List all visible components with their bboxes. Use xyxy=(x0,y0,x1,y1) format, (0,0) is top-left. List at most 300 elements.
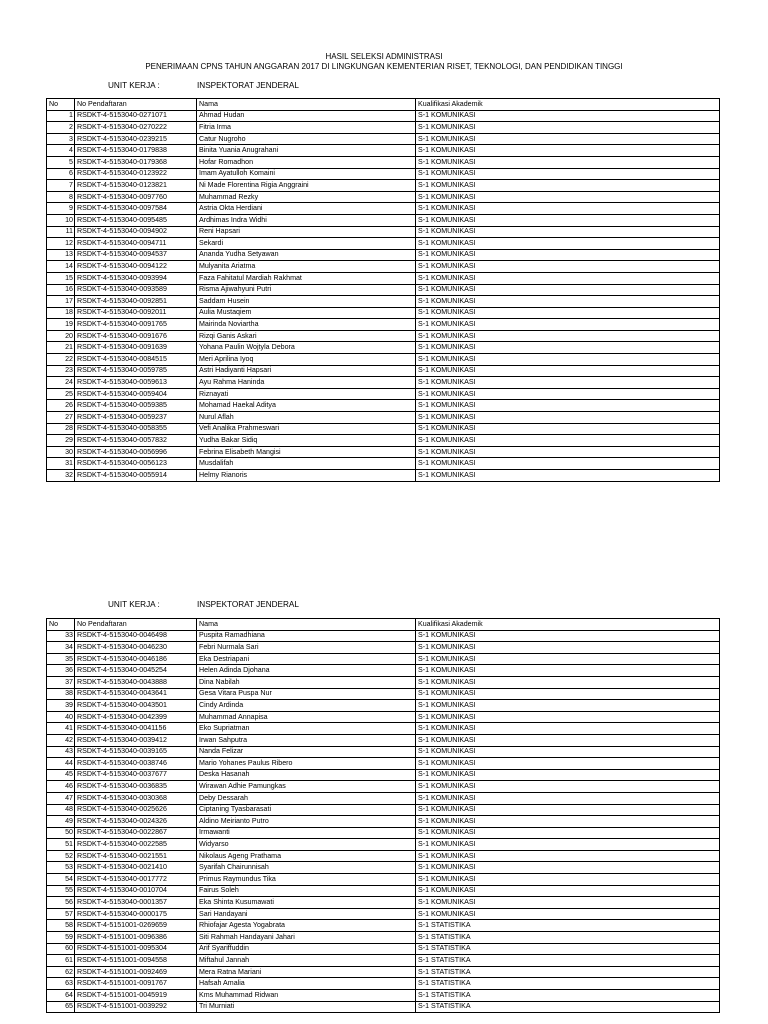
cell-no: 57 xyxy=(47,908,75,920)
cell-name: Binita Yuania Anugrahani xyxy=(197,145,416,157)
table-row xyxy=(47,156,720,168)
cell-name: Reni Hapsari xyxy=(197,226,416,238)
cell-no: 31 xyxy=(47,458,75,470)
cell-no: 43 xyxy=(47,746,75,758)
cell-name: Ciptaning Tyasbarasati xyxy=(197,804,416,816)
cell-registration-number: RSDKT-4-5153040-0041156 xyxy=(75,723,197,735)
cell-registration-number: RSDKT-4-5153040-0097584 xyxy=(75,203,197,215)
cell-registration-number: RSDKT-4-5151001-0092469 xyxy=(75,966,197,978)
cell-name: Faza Fahitatul Mardiah Rakhmat xyxy=(197,272,416,284)
cell-registration-number: RSDKT-4-5153040-0036835 xyxy=(75,781,197,793)
cell-registration-number: RSDKT-4-5151001-0045919 xyxy=(75,990,197,1002)
cell-no: 59 xyxy=(47,932,75,944)
table-row xyxy=(47,700,720,712)
cell-qualification: S-1 KOMUNIKASI xyxy=(416,781,720,793)
table-row xyxy=(47,816,720,828)
table-row xyxy=(47,804,720,816)
cell-registration-number: RSDKT-4-5153040-0017772 xyxy=(75,874,197,886)
cell-qualification: S-1 KOMUNIKASI xyxy=(416,700,720,712)
cell-no: 24 xyxy=(47,377,75,389)
cell-no: 45 xyxy=(47,769,75,781)
cell-registration-number: RSDKT-4-5153040-0092011 xyxy=(75,307,197,319)
cell-no: 30 xyxy=(47,446,75,458)
cell-qualification: S-1 KOMUNIKASI xyxy=(416,238,720,250)
table-row xyxy=(47,284,720,296)
cell-no: 27 xyxy=(47,412,75,424)
cell-qualification: S-1 KOMUNIKASI xyxy=(416,665,720,677)
cell-name: Yudha Bakar Sidiq xyxy=(197,435,416,447)
cell-qualification: S-1 STATISTIKA xyxy=(416,1001,720,1013)
cell-no: 36 xyxy=(47,665,75,677)
cell-registration-number: RSDKT-4-5153040-0045254 xyxy=(75,665,197,677)
cell-qualification: S-1 KOMUNIKASI xyxy=(416,862,720,874)
cell-name: Kms Muhammad Ridwan xyxy=(197,990,416,1002)
table-row xyxy=(47,365,720,377)
cell-qualification: S-1 KOMUNIKASI xyxy=(416,630,720,642)
cell-registration-number: RSDKT-4-5153040-0042399 xyxy=(75,711,197,723)
table-row xyxy=(47,435,720,447)
cell-no: 16 xyxy=(47,284,75,296)
cell-qualification: S-1 KOMUNIKASI xyxy=(416,804,720,816)
col-header-qualification: Kualifikasi Akademik xyxy=(416,619,720,631)
cell-name: Vefi Analika Prahmeswari xyxy=(197,423,416,435)
cell-name: Musdalifah xyxy=(197,458,416,470)
col-header-qualification: Kualifikasi Akademik xyxy=(416,99,720,111)
table-row xyxy=(47,943,720,955)
cell-qualification: S-1 KOMUNIKASI xyxy=(416,226,720,238)
cell-registration-number: RSDKT-4-5153040-0097760 xyxy=(75,191,197,203)
document-subtitle: PENERIMAAN CPNS TAHUN ANGGARAN 2017 DI LINGKUNGAN KEMENTERIAN RISET, TEKNOLOGI, DAN PENDIDIKAN TINGGI xyxy=(145,62,623,71)
cell-registration-number: RSDKT-4-5151001-0095304 xyxy=(75,943,197,955)
cell-registration-number: RSDKT-4-5153040-0239215 xyxy=(75,133,197,145)
table-row xyxy=(47,769,720,781)
table-row xyxy=(47,470,720,482)
cell-no: 52 xyxy=(47,850,75,862)
cell-registration-number: RSDKT-4-5153040-0056996 xyxy=(75,446,197,458)
cell-no: 38 xyxy=(47,688,75,700)
table-row xyxy=(47,955,720,967)
cell-registration-number: RSDKT-4-5153040-0094711 xyxy=(75,238,197,250)
cell-no: 26 xyxy=(47,400,75,412)
cell-no: 29 xyxy=(47,435,75,447)
cell-qualification: S-1 KOMUNIKASI xyxy=(416,284,720,296)
table-row xyxy=(47,191,720,203)
cell-registration-number: RSDKT-4-5153040-0043641 xyxy=(75,688,197,700)
cell-name: Muhammad Rezky xyxy=(197,191,416,203)
col-header-no: No xyxy=(47,619,75,631)
cell-registration-number: RSDKT-4-5153040-0271071 xyxy=(75,110,197,122)
table-row xyxy=(47,966,720,978)
cell-registration-number: RSDKT-4-5153040-0030368 xyxy=(75,792,197,804)
cell-qualification: S-1 KOMUNIKASI xyxy=(416,792,720,804)
table-row xyxy=(47,122,720,134)
table-row xyxy=(47,330,720,342)
table-row xyxy=(47,711,720,723)
table-row xyxy=(47,272,720,284)
col-header-name: Nama xyxy=(197,619,416,631)
cell-qualification: S-1 KOMUNIKASI xyxy=(416,388,720,400)
cell-qualification: S-1 STATISTIKA xyxy=(416,978,720,990)
cell-no: 10 xyxy=(47,214,75,226)
cell-qualification: S-1 STATISTIKA xyxy=(416,932,720,944)
table-row xyxy=(47,1001,720,1013)
table-row xyxy=(47,653,720,665)
cell-qualification: S-1 KOMUNIKASI xyxy=(416,653,720,665)
cell-name: Meri Aprilina Iyoq xyxy=(197,354,416,366)
cell-registration-number: RSDKT-4-5153040-0059613 xyxy=(75,377,197,389)
cell-qualification: S-1 KOMUNIKASI xyxy=(416,850,720,862)
table-row xyxy=(47,458,720,470)
table-row xyxy=(47,249,720,261)
cell-name: Risma Ajiwahyuni Putri xyxy=(197,284,416,296)
cell-name: Siti Rahmah Handayani Jahari xyxy=(197,932,416,944)
unit-kerja-value: INSPEKTORAT JENDERAL xyxy=(197,81,299,90)
cell-qualification: S-1 KOMUNIKASI xyxy=(416,874,720,886)
cell-registration-number: RSDKT-4-5153040-0001357 xyxy=(75,897,197,909)
unit-kerja-label: UNIT KERJA : xyxy=(108,600,160,609)
cell-registration-number: RSDKT-4-5153040-0024326 xyxy=(75,816,197,828)
table-row xyxy=(47,133,720,145)
cell-name: Rhiofajar Agesta Yogabrata xyxy=(197,920,416,932)
cell-registration-number: RSDKT-4-5153040-0084515 xyxy=(75,354,197,366)
table-row xyxy=(47,446,720,458)
table-row xyxy=(47,319,720,331)
cell-no: 20 xyxy=(47,330,75,342)
cell-qualification: S-1 KOMUNIKASI xyxy=(416,711,720,723)
cell-registration-number: RSDKT-4-5153040-0095485 xyxy=(75,214,197,226)
table-row xyxy=(47,307,720,319)
table-row xyxy=(47,885,720,897)
cell-no: 44 xyxy=(47,758,75,770)
cell-no: 46 xyxy=(47,781,75,793)
cell-qualification: S-1 KOMUNIKASI xyxy=(416,191,720,203)
cell-name: Fairus Soleh xyxy=(197,885,416,897)
cell-no: 23 xyxy=(47,365,75,377)
cell-qualification: S-1 KOMUNIKASI xyxy=(416,168,720,180)
table-row xyxy=(47,642,720,654)
cell-name: Ayu Rahma Haninda xyxy=(197,377,416,389)
cell-name: Ni Made Florentina Rigia Anggraini xyxy=(197,180,416,192)
cell-registration-number: RSDKT-4-5153040-0059785 xyxy=(75,365,197,377)
applicant-table-1 xyxy=(46,98,720,482)
cell-name: Aulia Mustaqiem xyxy=(197,307,416,319)
cell-no: 41 xyxy=(47,723,75,735)
cell-no: 14 xyxy=(47,261,75,273)
cell-qualification: S-1 KOMUNIKASI xyxy=(416,827,720,839)
table-row xyxy=(47,990,720,1002)
cell-name: Helmy Rianoris xyxy=(197,470,416,482)
cell-no: 13 xyxy=(47,249,75,261)
cell-registration-number: RSDKT-4-5153040-0039165 xyxy=(75,746,197,758)
cell-qualification: S-1 KOMUNIKASI xyxy=(416,769,720,781)
col-header-registration: No Pendaftaran xyxy=(75,99,197,111)
cell-name: Irmawanti xyxy=(197,827,416,839)
cell-no: 34 xyxy=(47,642,75,654)
cell-registration-number: RSDKT-4-5153040-0039412 xyxy=(75,734,197,746)
cell-registration-number: RSDKT-4-5153040-0123922 xyxy=(75,168,197,180)
cell-no: 35 xyxy=(47,653,75,665)
cell-name: Deska Hasanah xyxy=(197,769,416,781)
cell-registration-number: RSDKT-4-5153040-0025626 xyxy=(75,804,197,816)
cell-name: Ahmad Hudan xyxy=(197,110,416,122)
cell-name: Mulyanita Ariatma xyxy=(197,261,416,273)
cell-qualification: S-1 KOMUNIKASI xyxy=(416,688,720,700)
cell-registration-number: RSDKT-4-5153040-0091639 xyxy=(75,342,197,354)
cell-qualification: S-1 KOMUNIKASI xyxy=(416,180,720,192)
cell-no: 50 xyxy=(47,827,75,839)
cell-name: Mohamad Haekal Aditya xyxy=(197,400,416,412)
cell-name: Eka Destriapani xyxy=(197,653,416,665)
cell-name: Nanda Felizar xyxy=(197,746,416,758)
table-row xyxy=(47,412,720,424)
cell-registration-number: RSDKT-4-5153040-0055914 xyxy=(75,470,197,482)
cell-name: Yohana Paulin Wojtyla Debora xyxy=(197,342,416,354)
table-row xyxy=(47,758,720,770)
table-row xyxy=(47,688,720,700)
cell-registration-number: RSDKT-4-5151001-0096386 xyxy=(75,932,197,944)
cell-no: 54 xyxy=(47,874,75,886)
cell-registration-number: RSDKT-4-5153040-0010704 xyxy=(75,885,197,897)
cell-no: 55 xyxy=(47,885,75,897)
cell-name: Tri Murniati xyxy=(197,1001,416,1013)
cell-qualification: S-1 KOMUNIKASI xyxy=(416,412,720,424)
cell-no: 22 xyxy=(47,354,75,366)
cell-qualification: S-1 KOMUNIKASI xyxy=(416,214,720,226)
cell-no: 3 xyxy=(47,133,75,145)
cell-registration-number: RSDKT-4-5153040-0091765 xyxy=(75,319,197,331)
cell-no: 48 xyxy=(47,804,75,816)
cell-qualification: S-1 KOMUNIKASI xyxy=(416,319,720,331)
cell-qualification: S-1 KOMUNIKASI xyxy=(416,354,720,366)
cell-name: Riznayati xyxy=(197,388,416,400)
cell-qualification: S-1 KOMUNIKASI xyxy=(416,642,720,654)
cell-registration-number: RSDKT-4-5153040-0022585 xyxy=(75,839,197,851)
cell-name: Primus Raymundus Tika xyxy=(197,874,416,886)
cell-name: Dina Nabilah xyxy=(197,676,416,688)
cell-name: Saddam Husein xyxy=(197,296,416,308)
cell-qualification: S-1 KOMUNIKASI xyxy=(416,908,720,920)
cell-qualification: S-1 KOMUNIKASI xyxy=(416,272,720,284)
cell-qualification: S-1 KOMUNIKASI xyxy=(416,458,720,470)
cell-registration-number: RSDKT-4-5153040-0093589 xyxy=(75,284,197,296)
table-row xyxy=(47,723,720,735)
cell-no: 6 xyxy=(47,168,75,180)
table-row xyxy=(47,296,720,308)
cell-name: Mera Ratna Mariani xyxy=(197,966,416,978)
table-row xyxy=(47,908,720,920)
cell-qualification: S-1 KOMUNIKASI xyxy=(416,816,720,828)
cell-no: 8 xyxy=(47,191,75,203)
cell-registration-number: RSDKT-4-5153040-0057832 xyxy=(75,435,197,447)
table-row xyxy=(47,214,720,226)
cell-no: 65 xyxy=(47,1001,75,1013)
cell-registration-number: RSDKT-4-5153040-0270222 xyxy=(75,122,197,134)
cell-name: Nurul Aflah xyxy=(197,412,416,424)
unit-kerja-value: INSPEKTORAT JENDERAL xyxy=(197,600,299,609)
table-header-row xyxy=(47,99,720,111)
cell-name: Irwan Sahputra xyxy=(197,734,416,746)
cell-name: Astria Okta Herdiani xyxy=(197,203,416,215)
cell-registration-number: RSDKT-4-5151001-0039292 xyxy=(75,1001,197,1013)
cell-registration-number: RSDKT-4-5153040-0038746 xyxy=(75,758,197,770)
table-row xyxy=(47,827,720,839)
cell-qualification: S-1 KOMUNIKASI xyxy=(416,734,720,746)
col-header-registration: No Pendaftaran xyxy=(75,619,197,631)
cell-registration-number: RSDKT-4-5153040-0094537 xyxy=(75,249,197,261)
cell-name: Rizqi Ganis Askari xyxy=(197,330,416,342)
cell-qualification: S-1 KOMUNIKASI xyxy=(416,400,720,412)
table-row xyxy=(47,168,720,180)
col-header-no: No xyxy=(47,99,75,111)
col-header-name: Nama xyxy=(197,99,416,111)
cell-name: Widyarso xyxy=(197,839,416,851)
cell-registration-number: RSDKT-4-5153040-0059385 xyxy=(75,400,197,412)
cell-name: Sekardi xyxy=(197,238,416,250)
cell-registration-number: RSDKT-4-5153040-0046186 xyxy=(75,653,197,665)
cell-registration-number: RSDKT-4-5153040-0094122 xyxy=(75,261,197,273)
cell-qualification: S-1 KOMUNIKASI xyxy=(416,885,720,897)
table-row xyxy=(47,792,720,804)
cell-registration-number: RSDKT-4-5153040-0056123 xyxy=(75,458,197,470)
cell-no: 1 xyxy=(47,110,75,122)
cell-no: 37 xyxy=(47,676,75,688)
cell-name: Deby Dessarah xyxy=(197,792,416,804)
cell-name: Gesa Vitara Puspa Nur xyxy=(197,688,416,700)
cell-name: Arif Syariffuddin xyxy=(197,943,416,955)
table-row xyxy=(47,734,720,746)
table-row xyxy=(47,226,720,238)
cell-name: Cindy Ardinda xyxy=(197,700,416,712)
cell-no: 47 xyxy=(47,792,75,804)
cell-no: 63 xyxy=(47,978,75,990)
cell-name: Mario Yohanes Paulus Ribero xyxy=(197,758,416,770)
cell-qualification: S-1 KOMUNIKASI xyxy=(416,307,720,319)
cell-name: Puspita Ramadhiana xyxy=(197,630,416,642)
cell-qualification: S-1 STATISTIKA xyxy=(416,943,720,955)
cell-no: 2 xyxy=(47,122,75,134)
cell-no: 4 xyxy=(47,145,75,157)
table-row xyxy=(47,862,720,874)
cell-qualification: S-1 KOMUNIKASI xyxy=(416,261,720,273)
cell-no: 18 xyxy=(47,307,75,319)
cell-qualification: S-1 KOMUNIKASI xyxy=(416,133,720,145)
cell-name: Miftahul Jannah xyxy=(197,955,416,967)
cell-qualification: S-1 KOMUNIKASI xyxy=(416,156,720,168)
cell-name: Wirawan Adhie Pamungkas xyxy=(197,781,416,793)
table-row xyxy=(47,423,720,435)
cell-no: 15 xyxy=(47,272,75,284)
cell-qualification: S-1 KOMUNIKASI xyxy=(416,470,720,482)
cell-name: Nikolaus Ageng Prathama xyxy=(197,850,416,862)
cell-qualification: S-1 KOMUNIKASI xyxy=(416,423,720,435)
table-row xyxy=(47,203,720,215)
cell-qualification: S-1 KOMUNIKASI xyxy=(416,122,720,134)
cell-name: Eko Supriatman xyxy=(197,723,416,735)
cell-qualification: S-1 KOMUNIKASI xyxy=(416,110,720,122)
cell-registration-number: RSDKT-4-5153040-0059404 xyxy=(75,388,197,400)
table-row xyxy=(47,746,720,758)
cell-registration-number: RSDKT-4-5153040-0092851 xyxy=(75,296,197,308)
cell-registration-number: RSDKT-4-5153040-0043888 xyxy=(75,676,197,688)
table-row xyxy=(47,180,720,192)
cell-qualification: S-1 KOMUNIKASI xyxy=(416,365,720,377)
cell-registration-number: RSDKT-4-5153040-0179368 xyxy=(75,156,197,168)
cell-name: Imam Ayatulloh Komaini xyxy=(197,168,416,180)
cell-registration-number: RSDKT-4-5151001-0091767 xyxy=(75,978,197,990)
cell-name: Sari Handayani xyxy=(197,908,416,920)
cell-name: Hofar Romadhon xyxy=(197,156,416,168)
cell-qualification: S-1 KOMUNIKASI xyxy=(416,249,720,261)
cell-no: 17 xyxy=(47,296,75,308)
cell-name: Ananda Yudha Setyawan xyxy=(197,249,416,261)
cell-qualification: S-1 KOMUNIKASI xyxy=(416,723,720,735)
cell-registration-number: RSDKT-4-5151001-0269659 xyxy=(75,920,197,932)
cell-name: Aldino Meirianto Putro xyxy=(197,816,416,828)
cell-qualification: S-1 KOMUNIKASI xyxy=(416,839,720,851)
cell-qualification: S-1 KOMUNIKASI xyxy=(416,446,720,458)
table-row xyxy=(47,145,720,157)
cell-registration-number: RSDKT-4-5153040-0093994 xyxy=(75,272,197,284)
table-row xyxy=(47,932,720,944)
table-row xyxy=(47,377,720,389)
cell-registration-number: RSDKT-4-5153040-0123821 xyxy=(75,180,197,192)
cell-registration-number: RSDKT-4-5151001-0094558 xyxy=(75,955,197,967)
cell-registration-number: RSDKT-4-5153040-0021551 xyxy=(75,850,197,862)
cell-registration-number: RSDKT-4-5153040-0059237 xyxy=(75,412,197,424)
table-row xyxy=(47,238,720,250)
cell-qualification: S-1 STATISTIKA xyxy=(416,990,720,1002)
cell-no: 9 xyxy=(47,203,75,215)
cell-name: Eka Shinta Kusumawati xyxy=(197,897,416,909)
cell-no: 64 xyxy=(47,990,75,1002)
table-row xyxy=(47,920,720,932)
table-row xyxy=(47,388,720,400)
table-row xyxy=(47,978,720,990)
cell-no: 5 xyxy=(47,156,75,168)
cell-no: 33 xyxy=(47,630,75,642)
cell-no: 62 xyxy=(47,966,75,978)
table-row xyxy=(47,110,720,122)
cell-name: Astri Hadiyanti Hapsari xyxy=(197,365,416,377)
cell-registration-number: RSDKT-4-5153040-0043501 xyxy=(75,700,197,712)
cell-no: 32 xyxy=(47,470,75,482)
cell-registration-number: RSDKT-4-5153040-0179838 xyxy=(75,145,197,157)
cell-qualification: S-1 KOMUNIKASI xyxy=(416,377,720,389)
cell-name: Helen Adinda Djohana xyxy=(197,665,416,677)
cell-qualification: S-1 KOMUNIKASI xyxy=(416,758,720,770)
cell-no: 11 xyxy=(47,226,75,238)
cell-qualification: S-1 KOMUNIKASI xyxy=(416,296,720,308)
cell-qualification: S-1 KOMUNIKASI xyxy=(416,435,720,447)
table-row xyxy=(47,874,720,886)
cell-registration-number: RSDKT-4-5153040-0037677 xyxy=(75,769,197,781)
cell-qualification: S-1 STATISTIKA xyxy=(416,955,720,967)
cell-registration-number: RSDKT-4-5153040-0022867 xyxy=(75,827,197,839)
cell-registration-number: RSDKT-4-5153040-0058355 xyxy=(75,423,197,435)
cell-registration-number: RSDKT-4-5153040-0094902 xyxy=(75,226,197,238)
document-title: HASIL SELEKSI ADMINISTRASI xyxy=(325,52,443,61)
cell-qualification: S-1 KOMUNIKASI xyxy=(416,145,720,157)
cell-no: 39 xyxy=(47,700,75,712)
table-row xyxy=(47,354,720,366)
table-row xyxy=(47,400,720,412)
cell-no: 40 xyxy=(47,711,75,723)
table-row xyxy=(47,665,720,677)
table-row xyxy=(47,781,720,793)
table-row xyxy=(47,839,720,851)
cell-name: Fitria Irma xyxy=(197,122,416,134)
cell-registration-number: RSDKT-4-5153040-0046230 xyxy=(75,642,197,654)
